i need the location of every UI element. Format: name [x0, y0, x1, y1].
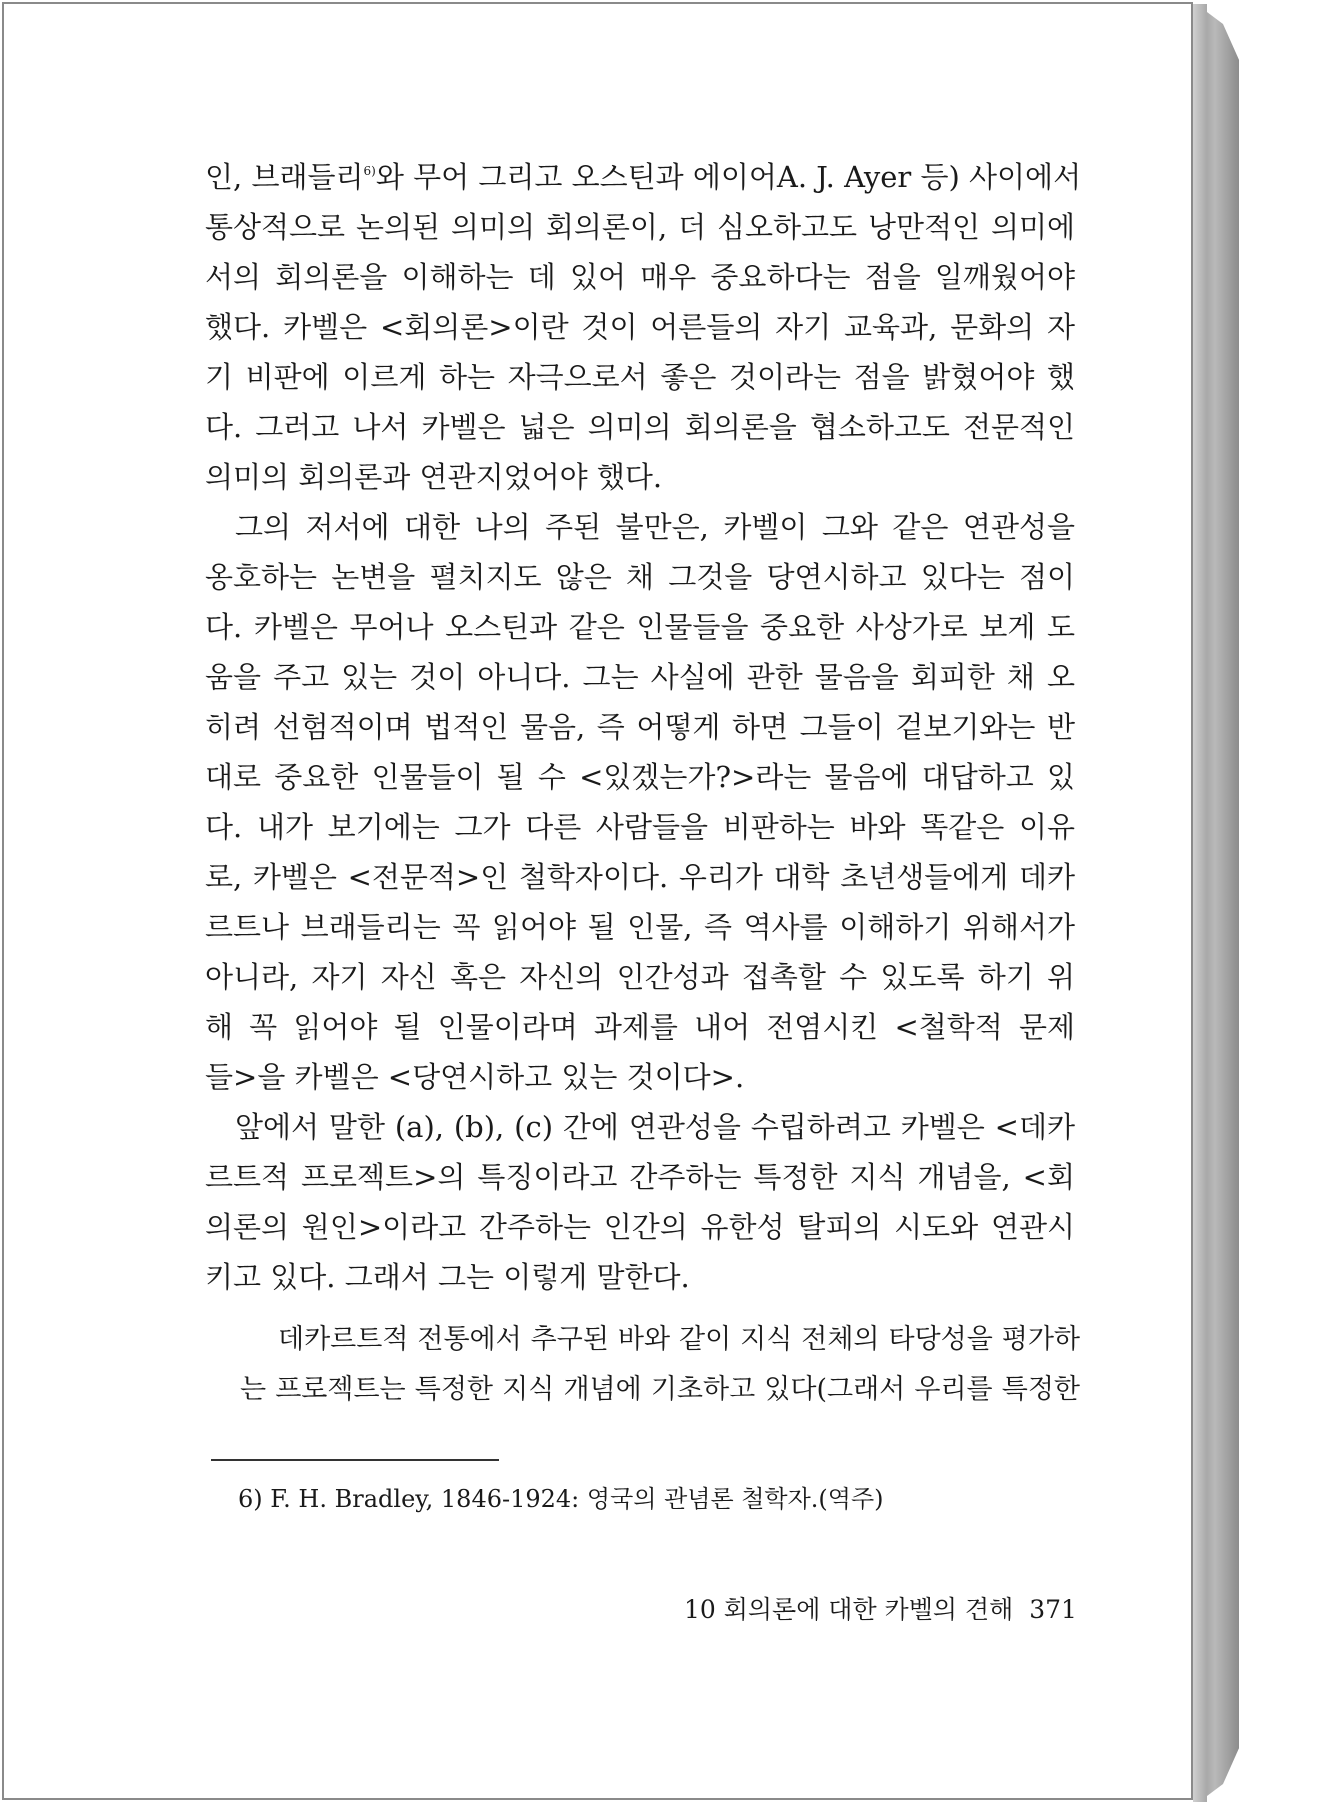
text-line: 대로 중요한 인물들이 될 수 <있겠는가?>라는 물음에 대답하고 있: [205, 760, 1075, 794]
footnote-divider: [211, 1459, 499, 1461]
page-edge-shadow: [1193, 4, 1207, 1802]
footnote: 6) F. H. Bradley, 1846-1924: 영국의 관념론 철학자.(역주): [238, 1485, 884, 1513]
text-line: 히려 선험적이며 법적인 물음, 즉 어떻게 하면 그들이 겉보기와는 반: [205, 710, 1075, 744]
text-line: 했다. 카벨은 <회의론>이란 것이 어른들의 자기 교육과, 문화의 자: [205, 310, 1075, 344]
text-line: 의론의 원인>이라고 간주하는 인간의 유한성 탈피의 시도와 연관시: [205, 1210, 1075, 1244]
body-text: [205, 152, 1082, 1302]
text-line: 앞에서 말한 (a), (b), (c) 간에 연관성을 수립하려고 카벨은 <데카: [235, 1110, 1075, 1144]
text-line: 해 꼭 읽어야 될 인물이라며 과제를 내어 전염시킨 <철학적 문제: [205, 1010, 1075, 1044]
text-line: 들>을 카벨은 <당연시하고 있는 것이다>.: [205, 1060, 745, 1094]
text-line: 의미의 회의론과 연관지었어야 했다.: [205, 460, 663, 494]
text-line: 다. 그러고 나서 카벨은 넓은 의미의 회의론을 협소하고도 전문적인: [205, 410, 1075, 444]
quote-line: 는 프로젝트는 특정한 지식 개념에 기초하고 있다(그래서 우리를 특정한: [240, 1374, 1080, 1405]
running-footer: [684, 1590, 1077, 1626]
book-page: [2, 2, 1193, 1800]
chapter-title: 10 회의론에 대한 카벨의 견해: [684, 1595, 1014, 1624]
block-quote: [240, 1315, 1080, 1415]
text-line: 로, 카벨은 <전문적>인 철학자이다. 우리가 대학 초년생들에게 데카: [205, 860, 1075, 894]
text-line: 옹호하는 논변을 펼치지도 않은 채 그것을 당연시하고 있다는 점이: [205, 560, 1075, 594]
text-line: 르트나 브래들리는 꼭 읽어야 될 인물, 즉 역사를 이해하기 위해서가: [205, 910, 1075, 944]
text-line: 서의 회의론을 이해하는 데 있어 매우 중요하다는 점을 일깨웠어야: [205, 260, 1075, 294]
text-line: 아니라, 자기 자신 혹은 자신의 인간성과 접촉할 수 있도록 하기 위: [205, 960, 1075, 994]
text-line: 통상적으로 논의된 의미의 회의론이, 더 심오하고도 낭만적인 의미에: [205, 210, 1075, 244]
page-number: 371: [1029, 1595, 1077, 1624]
text-line: 기 비판에 이르게 하는 자극으로서 좋은 것이라는 점을 밝혔어야 했: [205, 360, 1075, 394]
text-line: 움을 주고 있는 것이 아니다. 그는 사실에 관한 물음을 회피한 채 오: [205, 660, 1075, 694]
footnote-marker: 6): [363, 164, 376, 178]
text-line: 그의 저서에 대한 나의 주된 불만은, 카벨이 그와 같은 연관성을: [235, 510, 1075, 544]
text-line: 키고 있다. 그래서 그는 이렇게 말한다.: [205, 1260, 690, 1294]
text-line: 르트적 프로젝트>의 특징이라고 간주하는 특정한 지식 개념을, <회: [205, 1160, 1075, 1194]
text-line: 인, 브래들리$^{6)}$와 무어 그리고 오스틴과 에이어A. J. Ayer 등) 사이에서: [205, 160, 1082, 194]
text-line: 다. 내가 보기에는 그가 다른 사람들을 비판하는 바와 똑같은 이유: [205, 810, 1075, 844]
text-line: 다. 카벨은 무어나 오스틴과 같은 인물들을 중요한 사상가로 보게 도: [205, 610, 1075, 644]
quote-line: 데카르트적 전통에서 추구된 바와 같이 지식 전체의 타당성을 평가하: [278, 1324, 1080, 1355]
